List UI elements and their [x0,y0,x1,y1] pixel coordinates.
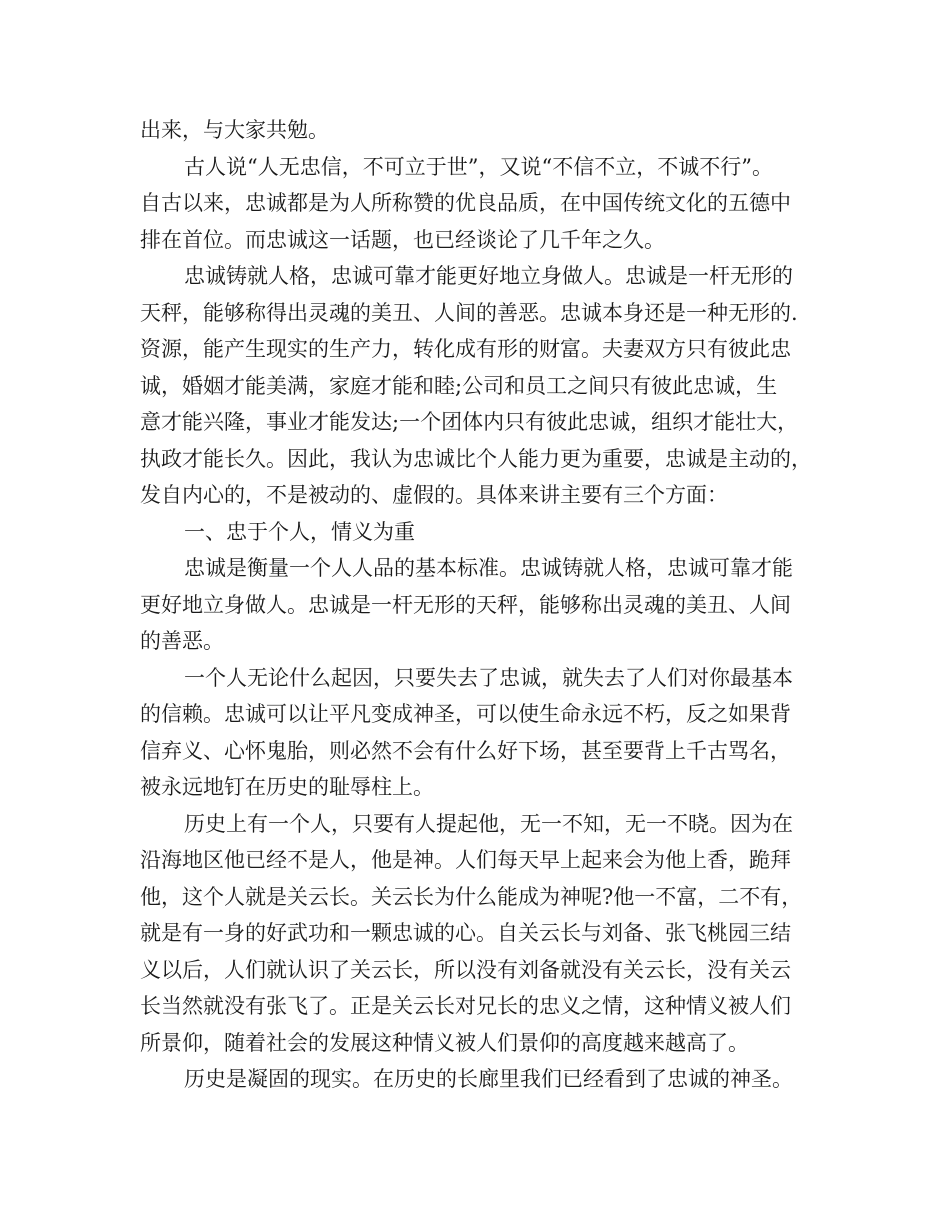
text-line: 的善恶。 [140,629,224,653]
text-line: 被永远地钉在历史的耻辱柱上。 [140,775,434,799]
text-line: 就是有一身的好武功和一颗忠诚的心。自关云长与刘备、张飞桃园三结 [140,921,791,945]
text-line: 的信赖。忠诚可以让平凡变成神圣，可以使生命永远不朽，反之如果背 [140,702,791,726]
text-line: 长当然就没有张飞了。正是关云长对兄长的忠义之情，这种情义被人们 [140,994,791,1018]
text-line: 出来，与大家共勉。 [140,118,329,142]
text-line: 他，这个人就是关云长。关云长为什么能成为神呢?他一不富，二不有， [140,884,803,909]
text-line: 忠诚铸就人格，忠诚可靠才能更好地立身做人。忠诚是一杆无形的 [184,264,793,288]
text-line: 自古以来，忠诚都是为人所称赞的优良品质，在中国传统文化的五德中 [140,191,791,215]
body-text [140,112,830,1098]
text-line: 资源，能产生现实的生产力，转化成有形的财富。夫妻双方只有彼此忠 [140,337,791,361]
text-line: 执政才能长久。因此，我认为忠诚比个人能力更为重要，忠诚是主动的， [140,446,812,471]
text-line: 发自内心的，不是被动的、虚假的。具体来讲主要有三个方面： [140,483,728,507]
text-line: 义以后，人们就认识了关云长，所以没有刘备就没有关云长，没有关云 [140,957,791,982]
text-line: 沿海地区他已经不是人，他是神。人们每天早上起来会为他上香，跪拜 [140,848,791,872]
text-line: 天秤，能够称得出灵魂的美丑、人间的善恶。忠诚本身还是一种无形的. [140,300,798,325]
text-line: 排在首位。而忠诚这一话题，也已经谈论了几千年之久。 [140,227,665,252]
text-line: 一个人无论什么起因，只要失去了忠诚，就失去了人们对你最基本 [184,665,793,690]
text-line: 历史是凝固的现实。在历史的长廊里我们已经看到了忠诚的神圣。 [184,1067,793,1091]
text-line: 忠诚是衡量一个人人品的基本标准。忠诚铸就人格，忠诚可靠才能 [184,556,793,580]
text-line: 古人说“人无忠信，不可立于世”，又说“不信不立，不诚不行”。 [184,154,773,179]
text-line: 意才能兴隆，事业才能发达;一个团体内只有彼此忠诚，组织才能壮大， [140,410,799,434]
text-line: 更好地立身做人。忠诚是一杆无形的天秤，能够称出灵魂的美丑、人间 [140,592,791,617]
text-line: 历史上有一个人，只要有人提起他，无一不知，无一不晓。因为在 [184,811,793,836]
text-line: 信弃义、心怀鬼胎，则必然不会有什么好下场，甚至要背上千古骂名， [140,738,791,763]
text-line: 一、忠于个人，情义为重 [184,519,415,544]
text-line: 诚，婚姻才能美满，家庭才能和睦;公司和员工之间只有彼此忠诚，生 [140,373,778,398]
text-line: 所景仰，随着社会的发展这种情义被人们景仰的高度越来越高了。 [140,1030,749,1055]
